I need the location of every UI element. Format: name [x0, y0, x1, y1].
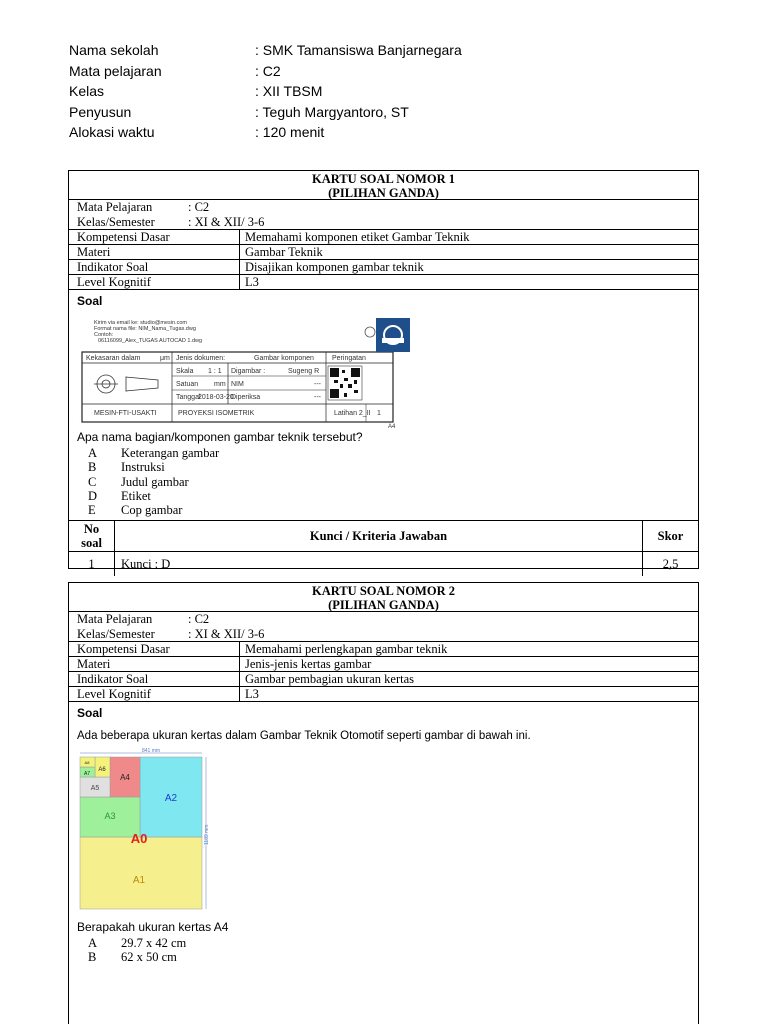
paper-sizes-figure — [76, 745, 216, 913]
tb-line3: Contoh: — [94, 332, 114, 338]
option-text: Instruksi — [121, 460, 165, 475]
header-skor: Skor — [657, 528, 684, 543]
soal-heading: Soal — [77, 294, 103, 308]
tb-skala-val: 1 : 1 — [208, 368, 222, 375]
tb-proyeksi: PROYEKSI ISOMETRIK — [178, 410, 255, 417]
tb-latihan: Latihan 2_II — [334, 410, 371, 417]
a0-label: A0 — [130, 831, 148, 846]
subject-class-block — [69, 612, 698, 642]
level-row — [69, 275, 698, 290]
intro-text: Ada beberapa ukuran kertas dalam Gambar Teknik Otomotif seperti gambar di bawah ini. — [77, 730, 531, 742]
option-letter: B — [88, 460, 97, 475]
info-value: : 120 menit — [255, 124, 325, 141]
height-label: 1189 mm — [204, 824, 210, 845]
info-label: Kelas — [69, 83, 105, 100]
tb-sheet: 1 — [377, 410, 381, 417]
tb-diperiksa: Diperiksa — [231, 394, 261, 401]
row-key: Kompetensi Dasar — [69, 230, 240, 244]
class-value: : XI & XII/ 3-6 — [188, 626, 265, 641]
header-kunci: Kunci / Kriteria Jawaban — [115, 521, 643, 551]
tb-satuan-val: mm — [214, 381, 226, 388]
tb-digambar-val: Sugeng R — [288, 368, 320, 375]
header-no-soal: No soal — [69, 521, 115, 551]
info-value: : SMK Tamansiswa Banjarnegara — [255, 42, 462, 58]
option-text: Judul gambar — [121, 474, 189, 489]
row-value: Memahami komponen etiket Gambar Teknik — [245, 230, 470, 244]
option-letter: B — [88, 950, 97, 965]
materi-row — [69, 245, 698, 260]
info-label: Nama sekolah — [69, 42, 159, 58]
options-list — [77, 936, 377, 965]
option-letter: E — [88, 503, 96, 518]
class-label: Kelas/Semester — [77, 214, 155, 229]
info-label: Mata pelajaran — [69, 62, 162, 79]
card-title-line1: KARTU SOAL NOMOR 2 — [312, 584, 455, 598]
tb-digambar: Digambar : — [231, 368, 266, 375]
tb-satuan: Satuan — [176, 381, 199, 388]
row-value: Disajikan komponen gambar teknik — [245, 260, 424, 274]
card-title-line2: (PILIHAN GANDA) — [328, 598, 439, 612]
university-logo-icon — [365, 318, 410, 352]
qr-code-icon — [328, 366, 362, 400]
info-label: Penyusun — [69, 103, 132, 120]
a3-label: A3 — [104, 811, 116, 821]
a1-label: A1 — [132, 875, 146, 886]
info-value: : C2 — [255, 62, 281, 79]
tb-skala: Skala — [176, 368, 194, 375]
tb-kekasaran: Kekasaran dalam — [86, 355, 141, 362]
option-e — [77, 503, 377, 517]
tb-tanggal: Tanggal — [176, 394, 201, 401]
part-sketch-icon — [94, 375, 158, 393]
option-text: Cop gambar — [121, 503, 183, 518]
indikator-row — [69, 672, 698, 687]
level-row — [69, 687, 698, 702]
option-d — [77, 489, 377, 503]
class-label: Kelas/Semester — [77, 626, 155, 641]
class-value: : XI & XII/ 3-6 — [188, 214, 265, 229]
a8-label: A8 — [84, 760, 90, 765]
a6-label: A6 — [98, 767, 106, 773]
tb-paper: A4 — [388, 424, 396, 430]
option-text: Etiket — [121, 488, 151, 503]
option-b — [77, 460, 377, 474]
row-value: Gambar pembagian ukuran kertas — [245, 672, 415, 686]
subject-class-block — [69, 200, 698, 230]
tb-line4: 06116099_Alex_TUGAS AUTOCAD 1.dwg — [98, 338, 203, 344]
tb-jenis: Jenis dokumen: — [176, 355, 226, 362]
info-value: : XII TBSM — [255, 83, 323, 100]
card-title-line1: KARTU SOAL NOMOR 1 — [312, 172, 455, 186]
row-key: Indikator Soal — [69, 260, 240, 274]
tb-diperiksa-val: --- — [314, 394, 321, 401]
options-list — [77, 446, 377, 517]
option-letter: A — [88, 446, 98, 460]
svg-text:.: . — [77, 421, 81, 422]
answer-table-header — [69, 521, 698, 552]
question-text: Apa nama bagian/komponen gambar teknik tersebut? — [77, 430, 363, 444]
row-value: Gambar Teknik — [245, 245, 323, 259]
option-letter: A — [88, 936, 98, 950]
tb-line1: Kirim via email ke: studio@mesin.com — [94, 320, 187, 326]
subject-label: Mata Pelajaran — [77, 612, 153, 626]
kd-row — [69, 230, 698, 245]
a1-rect — [80, 837, 202, 909]
tb-peringatan: Peringatan — [332, 355, 366, 362]
a5-label: A5 — [90, 785, 100, 792]
tb-jenis-val: Gambar komponen — [254, 355, 314, 362]
answer-table — [69, 520, 698, 576]
info-value: : Teguh Margyantoro, ST — [255, 103, 409, 120]
subject-label: Mata Pelajaran — [77, 200, 153, 214]
card-title-line2: (PILIHAN GANDA) — [328, 186, 439, 200]
option-letter: D — [88, 488, 98, 503]
indikator-row — [69, 260, 698, 275]
materi-row — [69, 657, 698, 672]
question-text: Berapakah ukuran kertas A4 — [77, 920, 229, 934]
info-label: Alokasi waktu — [69, 124, 155, 141]
soal-heading: Soal — [77, 706, 103, 720]
answer-no: 1 — [69, 552, 115, 576]
tb-nim: NIM — [231, 381, 244, 388]
option-text: 62 x 50 cm — [121, 950, 177, 965]
tb-line2: Format nama file: NIM_Nama_Tugas.dwg — [94, 326, 196, 332]
option-text: Keterangan gambar — [121, 446, 220, 460]
title-block-image — [76, 318, 410, 430]
option-text: 29.7 x 42 cm — [121, 936, 187, 950]
row-key: Indikator Soal — [69, 672, 240, 686]
row-value: Jenis-jenis kertas gambar — [245, 657, 372, 671]
row-key: Materi — [69, 245, 240, 259]
tb-kekasaran-unit: μm — [160, 355, 170, 362]
row-value: L3 — [245, 275, 259, 289]
answer-skor: 2,5 — [662, 556, 679, 571]
row-value: L3 — [245, 687, 259, 701]
a7-label: A7 — [83, 771, 91, 777]
card-title — [69, 171, 698, 200]
card-title — [69, 583, 698, 612]
width-label: 841 mm — [142, 748, 161, 754]
row-key: Kompetensi Dasar — [69, 642, 240, 656]
tb-tanggal-val: 2018-03-20 — [198, 394, 234, 401]
option-a — [77, 446, 377, 460]
option-a — [77, 936, 377, 950]
subject-value: : C2 — [188, 612, 210, 626]
row-key: Level Kognitif — [69, 275, 240, 289]
tb-school: MESIN-FTI-USAKTI — [94, 410, 157, 417]
option-b — [77, 950, 377, 964]
option-c — [77, 475, 377, 489]
row-value: Memahami perlengkapan gambar teknik — [245, 642, 448, 656]
option-letter: C — [88, 474, 97, 489]
answer-row — [69, 552, 698, 576]
a4-label: A4 — [120, 773, 130, 782]
a2-label: A2 — [164, 793, 178, 804]
row-key: Materi — [69, 657, 240, 671]
subject-value: : C2 — [188, 200, 210, 214]
answer-kunci: Kunci : D — [115, 552, 643, 576]
kd-row — [69, 642, 698, 657]
tb-nim-val: --- — [314, 381, 321, 388]
row-key: Level Kognitif — [69, 687, 240, 701]
